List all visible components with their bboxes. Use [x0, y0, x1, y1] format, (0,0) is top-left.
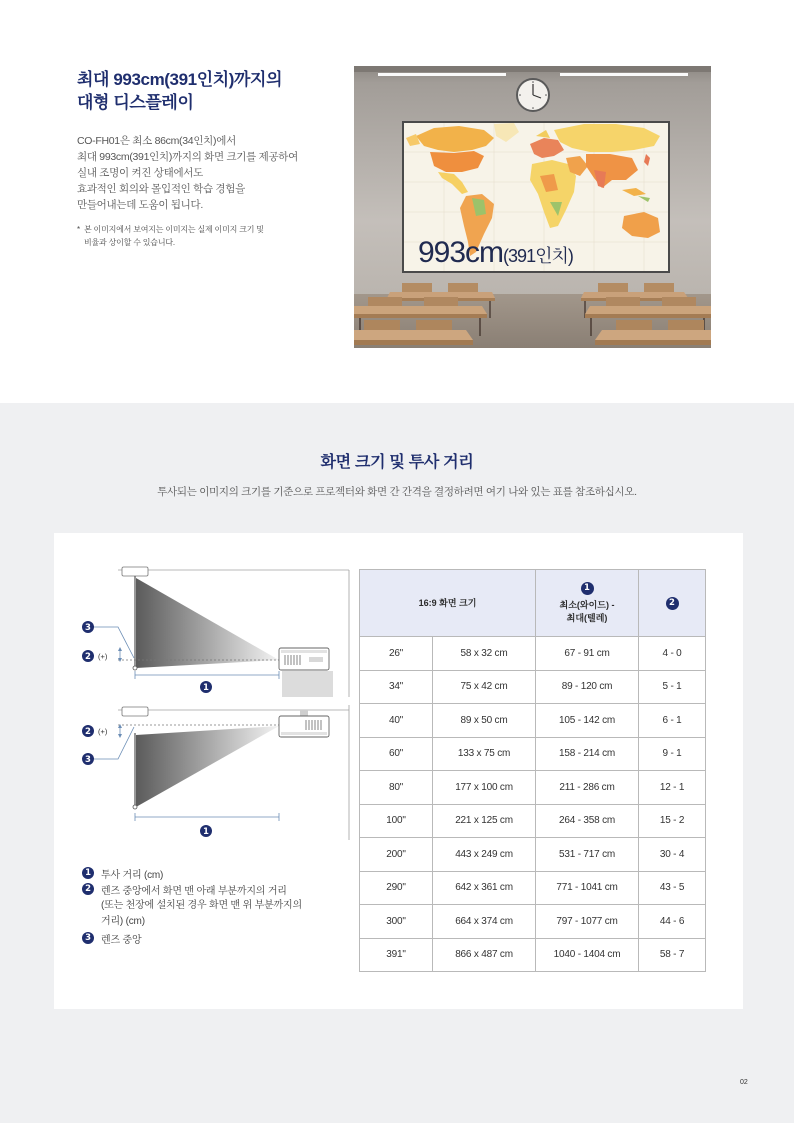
lens-offset-header: [639, 570, 706, 637]
throw-distance-cell: 264 - 358 cm: [536, 804, 639, 838]
hero-description-line: 만들어내는데 도움이 됩니다.: [77, 199, 203, 211]
screen-size-cm-cell: 221 x 125 cm: [433, 804, 536, 838]
section-subtitle: 투사되는 이미지의 크기를 기준으로 프로젝터와 화면 간 간격을 결정하려면 여기 나와 있는 표를 참조하십시오.: [157, 486, 637, 498]
screen-size-inch-cell: 300": [360, 905, 433, 939]
projector-icon: [279, 710, 329, 737]
legend-item: [82, 865, 302, 881]
screen-size-inch-cell: 290": [360, 871, 433, 905]
marker-2-label: [82, 725, 108, 737]
asterisk-mark: *: [77, 225, 80, 234]
screen-size-cm-cell: 58 x 32 cm: [433, 637, 536, 671]
throw-distance-header-line: 최소(와이드) -: [559, 600, 615, 610]
overlay-inches: (391인치): [503, 246, 573, 266]
lens-offset-cell: 58 - 7: [639, 938, 706, 972]
legend-text: 투사 거리 (cm): [101, 869, 164, 881]
table-row: [360, 804, 706, 838]
table-header: [360, 570, 706, 637]
hero-description-line: 효과적인 회의와 몰입적인 학습 경험을: [77, 183, 245, 195]
table-row: [360, 704, 706, 738]
screen-bottom-point: [133, 805, 137, 809]
lens-offset-cell: 15 - 2: [639, 804, 706, 838]
legend-marker: 2: [82, 883, 94, 895]
legend-text: 렌즈 중앙에서 화면 맨 아래 부분까지의 거리: [101, 885, 287, 897]
table-row: [360, 905, 706, 939]
positive-offset-label: (+): [98, 727, 108, 736]
hero-description-line: 실내 조명이 켜진 상태에서도: [77, 167, 203, 179]
screen-bottom-point: [133, 666, 137, 670]
table-row: [360, 670, 706, 704]
screen-size-cm-cell: 664 x 374 cm: [433, 905, 536, 939]
hero-title-line: 대형 디스플레이: [77, 93, 194, 112]
legend-marker: 1: [82, 867, 94, 879]
screen-size-cm-cell: 642 x 361 cm: [433, 871, 536, 905]
table-row: [360, 637, 706, 671]
marker-number: 1: [203, 683, 209, 693]
lens-offset-cell: 6 - 1: [639, 704, 706, 738]
legend-text: 렌즈 중앙: [101, 934, 142, 946]
screen-size-inch-cell: 40": [360, 704, 433, 738]
throw-distance-header-content: [536, 581, 638, 625]
overlay-size: 993cm: [418, 236, 504, 269]
throw-distance-cell: 531 - 717 cm: [536, 838, 639, 872]
screen-size-inch-cell: 100": [360, 804, 433, 838]
marker-number: 1: [203, 827, 209, 837]
throw-distance-dimension: [135, 813, 279, 821]
throw-distance-cell: 158 - 214 cm: [536, 737, 639, 771]
table-row: [360, 737, 706, 771]
screen-size-cm-cell: 89 x 50 cm: [433, 704, 536, 738]
floor-mount-diagram: [82, 567, 349, 697]
legend-item: [82, 930, 302, 946]
screen-size-cm-cell: 75 x 42 cm: [433, 670, 536, 704]
table-row: [360, 771, 706, 805]
lens-offset-cell: 30 - 4: [639, 838, 706, 872]
classroom-photo: [354, 66, 711, 348]
lens-offset-cell: 44 - 6: [639, 905, 706, 939]
screen-size-table: [359, 569, 706, 972]
projector-table: [282, 671, 333, 697]
screen-size-inch-cell: 200": [360, 838, 433, 872]
disclaimer-line: [77, 224, 264, 237]
hero-title: [77, 68, 282, 114]
ceiling-mount-diagram: [82, 705, 349, 840]
projection-diagram: [70, 560, 360, 850]
disclaimer-text: 본 이미지에서 보여지는 이미지는 실제 이미지 크기 및: [84, 225, 264, 234]
screen-size-inch-cell: 34": [360, 670, 433, 704]
hero-description: [77, 133, 298, 213]
throw-distance-cell: 67 - 91 cm: [536, 637, 639, 671]
marker-2-badge: 2: [666, 597, 679, 610]
throw-distance-cell: 771 - 1041 cm: [536, 871, 639, 905]
table-header-row: [360, 570, 706, 637]
screen-size-inch-cell: 80": [360, 771, 433, 805]
spec-table-body: [360, 637, 706, 972]
offset-arrow-icon: [118, 724, 122, 738]
marker-number: 2: [85, 652, 91, 662]
hero-description-line: CO-FH01은 최소 86cm(34인치)에서: [77, 135, 236, 147]
page-number: 02: [740, 1079, 748, 1086]
marker-number: 2: [85, 727, 91, 737]
lens-offset-cell: 43 - 5: [639, 871, 706, 905]
image-disclaimer: [77, 224, 264, 249]
legend-marker: 3: [82, 932, 94, 944]
hero-description-line: 최대 993cm(391인치)까지의 화면 크기를 제공하여: [77, 151, 298, 163]
marker-number: 3: [85, 755, 91, 765]
marker-3-label: [82, 753, 94, 765]
screen-size-inch-cell: 26": [360, 637, 433, 671]
throw-distance-cell: 1040 - 1404 cm: [536, 938, 639, 972]
screen-housing: [122, 707, 148, 716]
projection-beam: [136, 726, 279, 807]
table-row: [360, 938, 706, 972]
lens-offset-cell: 12 - 1: [639, 771, 706, 805]
throw-distance-header: [536, 570, 639, 637]
ceiling-edge: [354, 66, 711, 72]
throw-distance-header-line: 최대(텔레): [566, 613, 608, 623]
lens-offset-cell: 5 - 1: [639, 670, 706, 704]
legend-item: [82, 881, 302, 897]
legend-text-continued: 거리) (cm): [101, 915, 145, 927]
marker-2-label: [82, 650, 108, 662]
projection-beam: [136, 578, 279, 668]
screen-size-header-label: 16:9 화면 크기: [418, 597, 477, 608]
lens-offset-cell: 9 - 1: [639, 737, 706, 771]
screen-size-cm-cell: 133 x 75 cm: [433, 737, 536, 771]
lens-offset-cell: 4 - 0: [639, 637, 706, 671]
screen-size-cm-cell: 177 x 100 cm: [433, 771, 536, 805]
screen-size-header: [360, 570, 536, 637]
table-row: [360, 871, 706, 905]
section-title: 화면 크기 및 투사 거리: [320, 454, 474, 471]
throw-distance-cell: 211 - 286 cm: [536, 771, 639, 805]
marker-3-label: [82, 621, 94, 633]
wall-clock-icon: [517, 79, 549, 111]
positive-offset-label: (+): [98, 652, 108, 661]
disclaimer-line: 비율과 상이할 수 있습니다.: [84, 237, 175, 247]
marker-number: 3: [85, 623, 91, 633]
screen-size-inch-cell: 391": [360, 938, 433, 972]
hero-title-line: 최대 993cm(391인치)까지의: [77, 70, 283, 89]
diagram-legend: [82, 865, 302, 946]
throw-distance-cell: 797 - 1077 cm: [536, 905, 639, 939]
marker-1-label: [200, 825, 212, 837]
throw-distance-cell: 89 - 120 cm: [536, 670, 639, 704]
table-row: [360, 838, 706, 872]
classroom-illustration: [354, 66, 711, 348]
screen-housing: [122, 567, 148, 576]
throw-distance-cell: 105 - 142 cm: [536, 704, 639, 738]
marker-1-label: [200, 681, 212, 693]
legend-text-continued: (또는 천장에 설치된 경우 화면 맨 위 부분까지의: [101, 899, 302, 911]
screen-size-cm-cell: 866 x 487 cm: [433, 938, 536, 972]
projector-icon: [279, 648, 329, 670]
screen-size-cm-cell: 443 x 249 cm: [433, 838, 536, 872]
screen-size-inch-cell: 60": [360, 737, 433, 771]
throw-distance-dimension: [135, 671, 279, 679]
marker-1-badge: 1: [581, 582, 594, 595]
